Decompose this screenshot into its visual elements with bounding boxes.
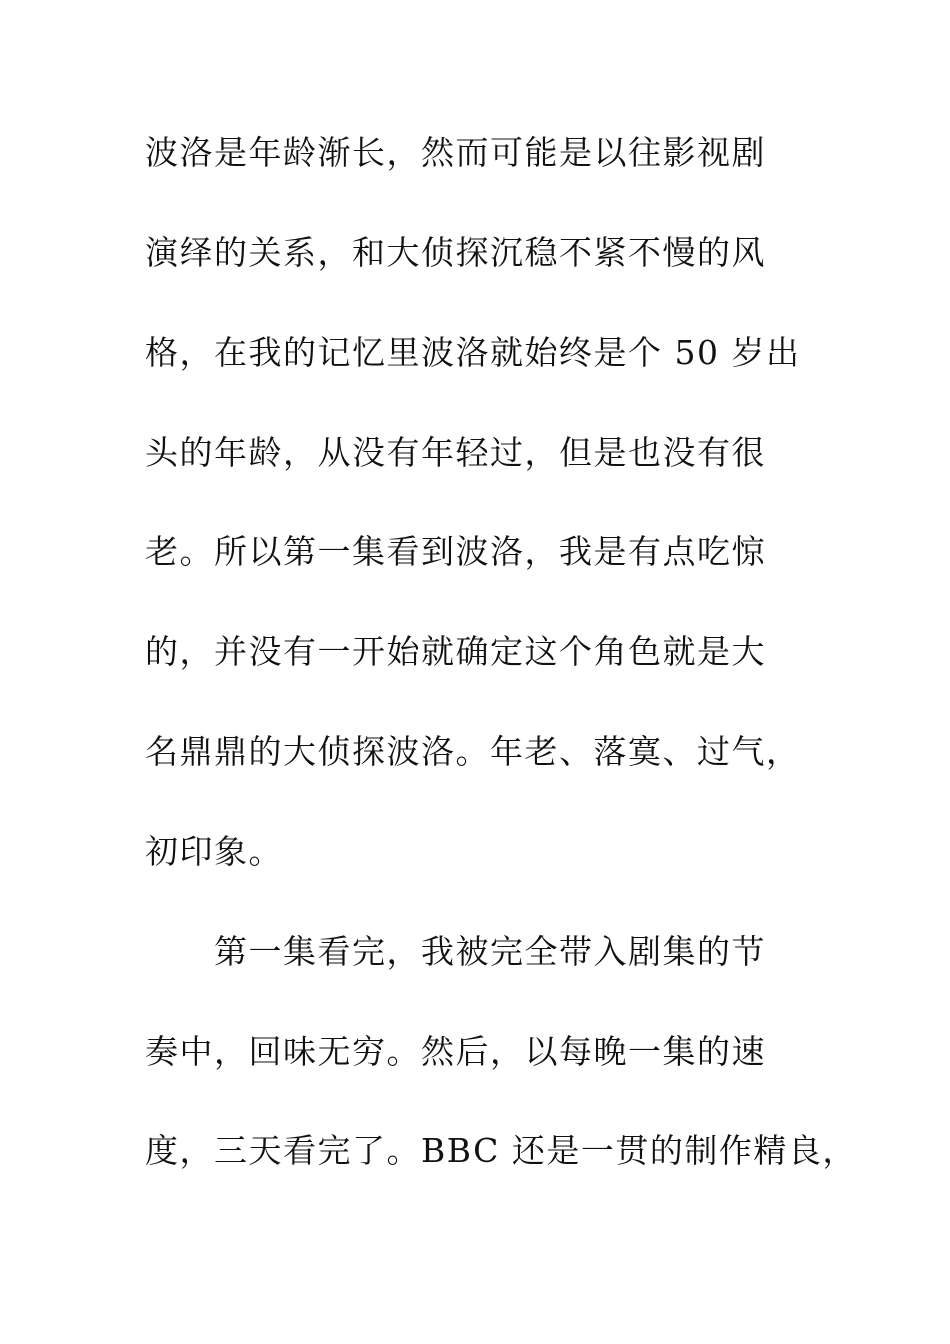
paragraph-first-line: 第一集看完，我被完全带入剧集的节 [214,932,766,971]
text-line: 初印象。 [145,832,283,871]
text-line: 奏中，回味无穷。然后，以每晚一集的速 [145,1032,766,1071]
text-line: 格，在我的记忆里波洛就始终是个 50 岁出 [145,333,801,372]
text-line: 老。所以第一集看到波洛，我是有点吃惊 [145,532,766,571]
text-line: 度，三天看完了。BBC 还是一贯的制作精良， [145,1131,857,1170]
text-line: 演绎的关系，和大侦探沉稳不紧不慢的风 [145,233,766,272]
text-line: 的，并没有一开始就确定这个角色就是大 [145,632,766,671]
text-line: 头的年龄，从没有年轻过，但是也没有很 [145,433,766,472]
text-line: 名鼎鼎的大侦探波洛。年老、落寞、过气， [145,732,801,771]
text-line: 波洛是年龄渐长，然而可能是以往影视剧 [145,133,766,172]
